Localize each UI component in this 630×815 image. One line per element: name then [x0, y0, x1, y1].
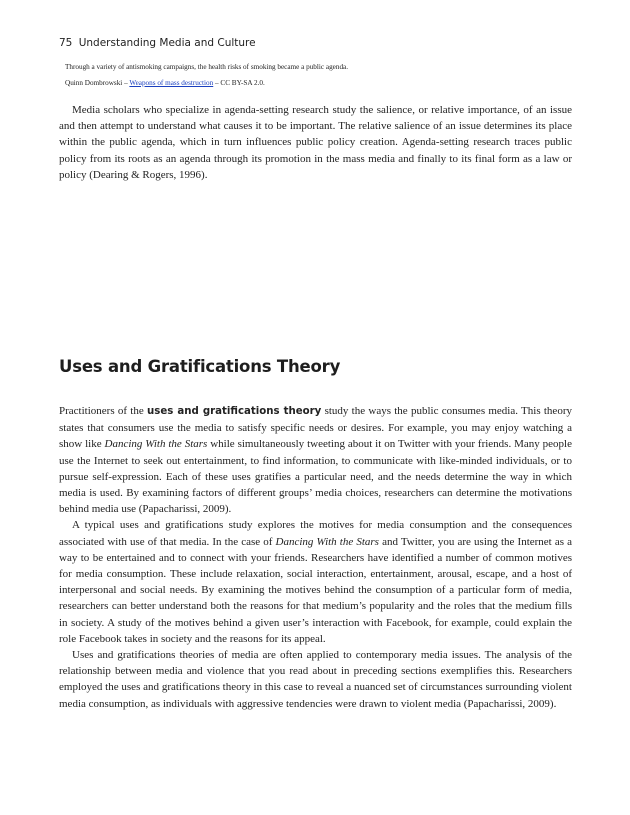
p2-text-b: and Twitter, you are using the Internet as a way to be entertained and to connect with your friends. Researchers have identified a number of common motives for media consumption. These include relaxation, social interaction, entertainment, arousal, escape, and a host of interpersonal and social needs. By examining the motives behind the consumption of a particular form of media, researchers can better understand both the reasons for that medium’s popularity and the roles that the medium fills in society. A study of the motives behind a given user’s interaction with Facebook, for example, could explain the role Facebook takes in society and the reasons for its appeal. [59, 535, 572, 645]
book-title: Understanding Media and Culture [78, 37, 256, 49]
p1-text-a: Practitioners of the [59, 405, 147, 417]
paragraph-1 [59, 403, 572, 517]
page-number: 75 [59, 37, 73, 49]
agenda-setting-section [59, 102, 572, 183]
running-header [59, 37, 256, 49]
section-heading: Uses and Gratifications Theory [59, 357, 341, 376]
paragraph-2 [59, 517, 572, 647]
p1-text-b: study the ways the public consumes media. This theory states that consumers use the media to satisfy specific needs or desires. For example, you may enjoy watching a show like [59, 405, 572, 451]
figure-caption: Through a variety of antismoking campaigns, the health risks of smoking became a public agenda. [65, 63, 349, 71]
p2-text-a: A typical uses and gratifications study explores the motives for media consumption and the consequences associated with use of that media. In the case of [59, 519, 572, 548]
show-title: Dancing With the Stars [104, 438, 208, 451]
p1-text-c: while simultaneously tweeting about it on Twitter with your friends. Many people use the Internet to seek out entertainment, to find information, to communicate with like-minded individuals, or to pursue self-expression. Each of these uses gratifies a particular need, and the needs determine the way in which media is used. By examining factors of different groups’ media choices, researchers can determine the motivations behind media use (Papacharissi, 2009). [59, 438, 572, 516]
agenda-setting-paragraph: Media scholars who specialize in agenda-setting research study the salience, or relative importance, of an issue and then attempt to understand what causes it to be important. The relative salience of an issue determines its place within the public agenda, which in turn influences public policy creation. Agenda-setting research traces public policy from its roots as an agenda through its promotion in the mass media and finally to its final form as a law or policy (Dearing & Rogers, 1996). [59, 104, 572, 181]
credit-author: Quinn Dombrowski – [65, 79, 128, 87]
paragraph-3: Uses and gratifications theories of media are often applied to contemporary media issues. The analysis of the relationship between media and violence that you read about in preceding sections exemplifies this. Researchers employed the uses and gratifications theory in this case to reveal a nuanced set of circumstances surrounding violent media consumption, as individuals with aggressive tendencies were drawn to violent media (Papacharissi, 2009). [59, 649, 572, 710]
figure-credit [65, 79, 565, 87]
key-term: uses and gratifications theory [147, 406, 322, 417]
show-title: Dancing With the Stars [275, 535, 379, 548]
credit-license: – CC BY-SA 2.0. [215, 79, 265, 87]
credit-link[interactable]: Weapons of mass destruction [129, 79, 214, 87]
uses-gratifications-section [59, 403, 572, 712]
